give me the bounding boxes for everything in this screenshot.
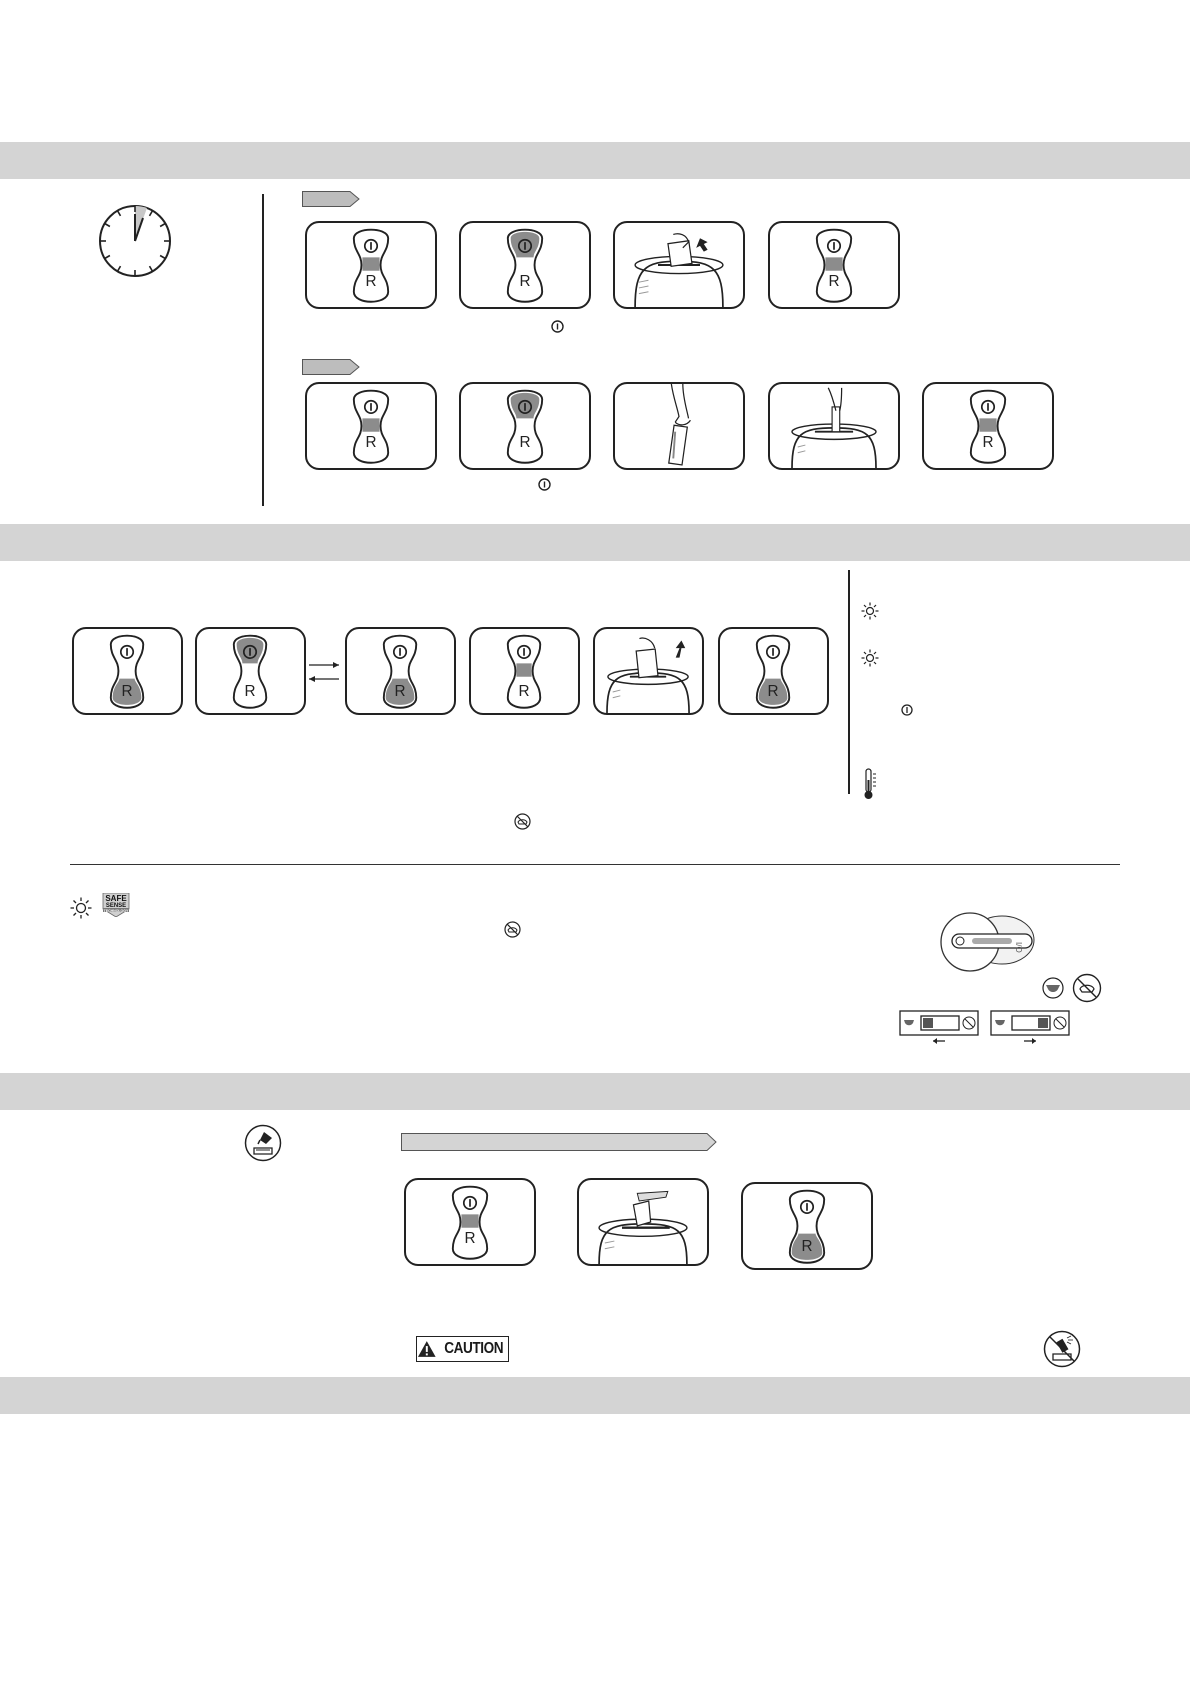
safesense-line1: SAFE	[105, 894, 127, 903]
switch-panel-neutral-end	[922, 382, 1054, 470]
svg-text:R: R	[244, 682, 256, 700]
section-band-4	[0, 1377, 1190, 1414]
indicator-light-icon	[861, 649, 879, 667]
switch-panel-on	[459, 382, 591, 470]
safesense-off-icon	[504, 921, 521, 938]
svg-text:R: R	[519, 434, 531, 451]
caution-text: CAUTION	[443, 1340, 503, 1357]
svg-text:R: R	[121, 682, 133, 700]
hold-card-illustration	[613, 382, 745, 470]
power-symbol-icon	[538, 478, 551, 491]
section-band-3	[0, 1073, 1190, 1110]
switch-panel-neutral	[305, 221, 437, 309]
clock-icon	[98, 204, 172, 278]
apply-oil-illustration	[577, 1178, 709, 1266]
switch-panel-neutral-end	[768, 221, 900, 309]
switch-panel-neutral	[305, 382, 437, 470]
step-tag-b	[302, 359, 360, 375]
shred-paper-illustration	[613, 221, 745, 309]
safesense-line3: TECHNOLOGY	[103, 909, 129, 913]
safesense-switch-closeup	[938, 910, 1036, 972]
safesense-off-icon	[1072, 973, 1102, 1003]
svg-text:R: R	[464, 1230, 476, 1247]
indicator-light-icon	[70, 897, 92, 919]
svg-text:R: R	[365, 434, 377, 451]
caution-label	[416, 1336, 509, 1362]
switch-panel-reverse-end	[718, 627, 829, 715]
svg-text:R: R	[519, 273, 531, 290]
warning-triangle-icon	[417, 1340, 437, 1358]
thermometer-icon	[863, 768, 879, 800]
switch-panel-neutral	[404, 1178, 536, 1266]
svg-text:R: R	[982, 434, 994, 451]
safesense-off-icon	[514, 813, 531, 830]
switch-panel-reverse	[72, 627, 183, 715]
svg-text:R: R	[365, 273, 377, 290]
toggle-arrows-icon	[306, 660, 342, 684]
safesense-line2: SENSE	[105, 903, 127, 909]
safesense-on-icon	[1042, 977, 1064, 999]
oil-shredder-icon	[244, 1124, 282, 1162]
safesense-badge	[101, 893, 131, 917]
svg-text:R: R	[801, 1237, 813, 1255]
section-band-1	[0, 142, 1190, 179]
svg-text:R: R	[518, 682, 530, 700]
switch-panel-reverse	[345, 627, 456, 715]
section2-rule	[70, 864, 1120, 865]
power-symbol-icon	[901, 703, 913, 715]
section2-divider	[848, 570, 850, 794]
no-oil-aerosol-icon	[1043, 1330, 1081, 1368]
switch-panel-on	[195, 627, 306, 715]
svg-text:R: R	[767, 682, 779, 700]
svg-text:R: R	[394, 682, 406, 700]
power-symbol-icon	[551, 320, 564, 333]
svg-text:R: R	[828, 273, 840, 290]
switch-panel-reverse	[741, 1182, 873, 1270]
safesense-slider-left	[899, 1010, 979, 1046]
indicator-light-icon	[861, 602, 879, 620]
step-tag-a	[302, 191, 360, 207]
section1-divider	[262, 194, 264, 506]
switch-panel-on	[459, 221, 591, 309]
switch-panel-neutral	[469, 627, 580, 715]
section-band-2	[0, 524, 1190, 561]
svg-text:I/O: I/O	[1014, 942, 1023, 953]
remove-paper-illustration	[593, 627, 704, 715]
lubrication-tag	[401, 1133, 717, 1149]
safesense-slider-right	[990, 1010, 1070, 1046]
shred-card-illustration	[768, 382, 900, 470]
